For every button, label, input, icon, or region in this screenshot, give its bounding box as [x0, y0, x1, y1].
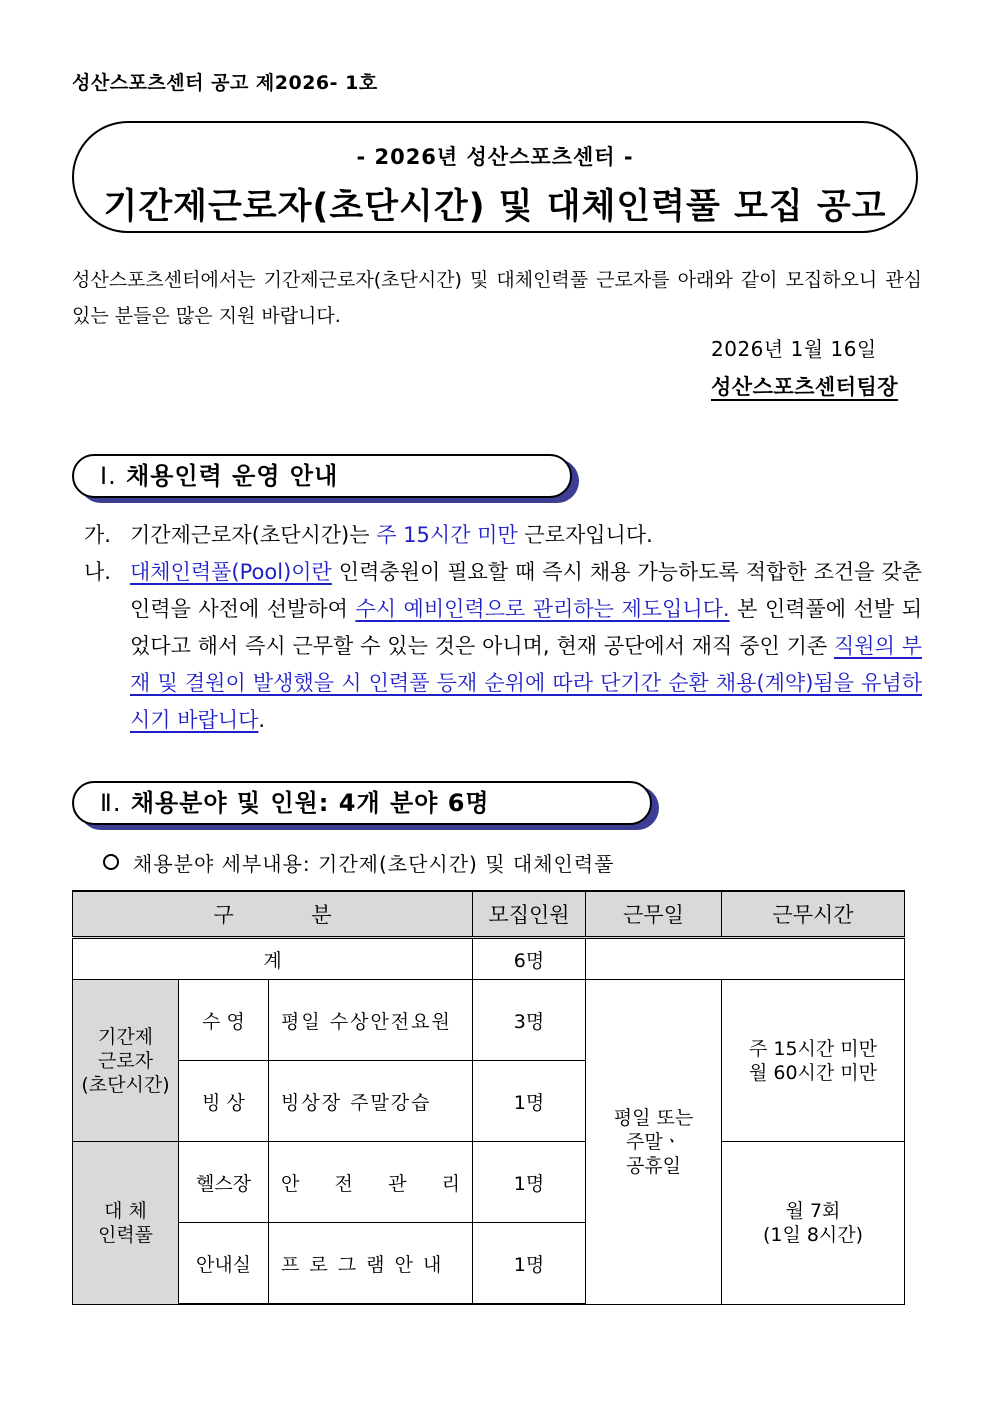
list-item-ga [84, 517, 922, 554]
section-2-bullet [103, 848, 615, 877]
duty-info: 프 로 그 램 안 내 [269, 1223, 473, 1305]
na-pool-definition: 대체인력풀(Pool)이란 [130, 560, 332, 584]
field-swim: 수 영 [179, 980, 269, 1061]
header-worktime: 근무시간 [722, 891, 905, 938]
group-1-line-2: 근로자 [97, 1049, 154, 1072]
worktime-2-line-2: (1일 8시간) [762, 1223, 864, 1246]
na-reserve-system: 수시 예비인력으로 관리하는 제도입니다. [355, 597, 730, 621]
signer: 성산스포츠센터팀장 [711, 375, 899, 399]
count-ice: 1명 [473, 1061, 586, 1142]
group-2-line-1: 대 체 [104, 1199, 147, 1222]
group-fixed-term [73, 980, 179, 1142]
table-header-row [73, 891, 905, 938]
list-mark-ga: 가. [84, 523, 111, 547]
count-swim: 3명 [473, 980, 586, 1061]
section-2-numeral: Ⅱ. [100, 789, 122, 817]
section-2-bullet-text: 채용분야 세부내용: 기간제(초단시간) 및 대체인력풀 [133, 852, 615, 876]
table-row [73, 1142, 905, 1223]
header-count: 모집인원 [473, 891, 586, 938]
announcement-date: 2026년 1월 16일 [711, 337, 877, 361]
section-1-numeral: Ⅰ. [100, 462, 117, 490]
workday-line-2: 주말ㆍ [625, 1130, 682, 1153]
worktime-1-line-1: 주 15시간 미만 [748, 1037, 878, 1060]
na-text-2: 본 인력풀에 선발 되었다고 해서 즉시 근무할 수 있는 것은 아니며, 현재 공단에서 재직 중인 기존 [130, 597, 923, 658]
table-row-total [73, 938, 905, 980]
worktime-2-line-1: 월 7회 [785, 1199, 841, 1222]
section-2-heading [72, 781, 652, 825]
total-empty [586, 938, 905, 980]
group-substitute-pool [73, 1142, 179, 1305]
duty-gym [269, 1142, 473, 1223]
duty-gym-char: 전 [334, 1172, 353, 1195]
total-count: 6명 [473, 938, 586, 980]
duty-ice: 빙상장 주말강습 [269, 1061, 473, 1142]
header-category-b: 분 [311, 903, 332, 927]
worktime-fixed-term [722, 980, 905, 1142]
duty-swim: 평일 수상안전요원 [269, 980, 473, 1061]
count-info: 1명 [473, 1223, 586, 1305]
na-text-3: . [258, 708, 266, 732]
field-gym: 헬스장 [179, 1142, 269, 1223]
group-1-line-3: (초단시간) [81, 1073, 170, 1096]
list-mark-na: 나. [84, 560, 111, 584]
group-1-line-1: 기간제 [97, 1025, 154, 1048]
na-text-1: 인력충원이 필요할 때 즉시 채용 가능하도록 적합한 조건을 갖춘 인력을 사전에 선발하여 [130, 560, 922, 621]
header-category [73, 891, 473, 938]
page-title: 기간제근로자(초단시간) 및 대체인력풀 모집 공고 [103, 187, 887, 227]
workday-line-1: 평일 또는 [613, 1106, 694, 1129]
duty-gym-char: 안 [281, 1172, 300, 1195]
na-rotation-notice: 직원의 부재 및 결원이 발생했을 시 인력풀 등재 순위에 따라 단기간 순환 채용(계약)됨을 유념하시기 바랍니다 [130, 634, 922, 732]
section-1-list [84, 517, 922, 739]
worktime-1-line-2: 월 60시간 미만 [748, 1061, 878, 1084]
notice-number: 성산스포츠센터 공고 제2026- 1호 [72, 72, 378, 94]
table-row [73, 980, 905, 1061]
circle-bullet-icon [103, 854, 119, 870]
title-subtitle: - 2026년 성산스포츠센터 - [356, 145, 634, 169]
header-category-a: 구 [213, 903, 234, 927]
section-1-title: 채용인력 운영 안내 [126, 462, 339, 490]
section-1-heading [72, 454, 572, 498]
ga-text-2: 근로자입니다. [517, 523, 653, 547]
workday-cell [586, 980, 722, 1305]
ga-text-1: 기간제근로자(초단시간)는 [130, 523, 377, 547]
workday-line-3: 공휴일 [625, 1154, 682, 1177]
intro-paragraph: 성산스포츠센터에서는 기간제근로자(초단시간) 및 대체인력풀 근로자를 아래와 같이 모집하오니 관심 있는 분들은 많은 지원 바랍니다. [72, 269, 922, 327]
list-item-na [84, 554, 922, 739]
duty-gym-text [269, 1169, 472, 1196]
duty-gym-char: 관 [388, 1172, 407, 1195]
ga-highlight: 주 15시간 미만 [376, 523, 518, 547]
count-gym: 1명 [473, 1142, 586, 1223]
duty-gym-char: 리 [441, 1172, 460, 1195]
field-ice: 빙 상 [179, 1061, 269, 1142]
total-label: 계 [73, 938, 473, 980]
section-2-title: 채용분야 및 인원: 4개 분야 6명 [130, 789, 490, 817]
group-2-line-2: 인력풀 [97, 1223, 154, 1246]
recruitment-table [72, 890, 905, 1305]
worktime-substitute [722, 1142, 905, 1305]
header-workday: 근무일 [586, 891, 722, 938]
field-info: 안내실 [179, 1223, 269, 1305]
title-box [72, 121, 918, 233]
